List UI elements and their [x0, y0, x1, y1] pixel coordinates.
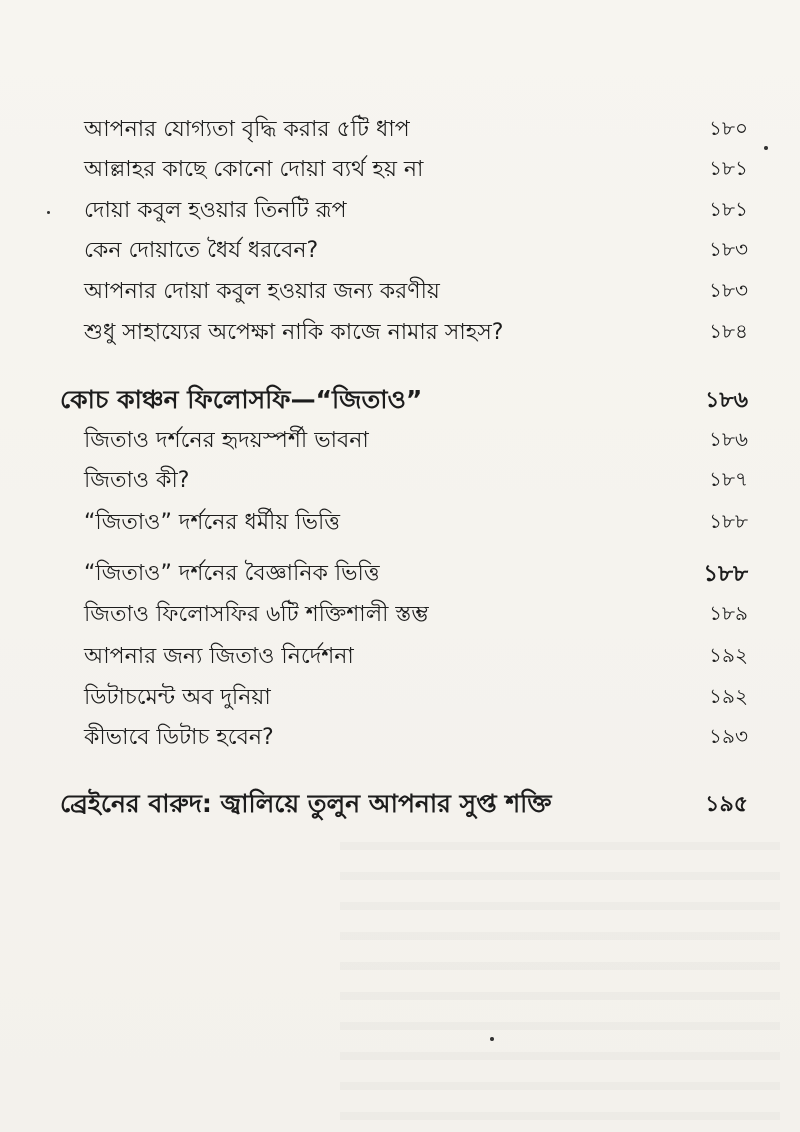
- toc-entry-title: জিতাও কী?: [84, 467, 190, 493]
- toc-entry-title: কীভাবে ডিটাচ হবেন?: [84, 724, 274, 750]
- toc-entry: [0, 231, 800, 271]
- toc-entry-title: দোয়া কবুল হওয়ার তিনটি রূপ: [84, 197, 347, 223]
- toc-entry-title: জিতাও দর্শনের হৃদয়স্পর্শী ভাবনা: [84, 427, 369, 453]
- toc-entry-page: ১৮৩: [709, 236, 748, 261]
- toc-entry-title: “জিতাও” দর্শনের বৈজ্ঞানিক ভিত্তি: [84, 560, 380, 586]
- toc-entry-page: ১৮৯: [709, 600, 748, 625]
- toc-entry-title: আল্লাহর কাছে কোনো দোয়া ব্যর্থ হয় না: [84, 156, 424, 182]
- toc-entry-page: ১৯৩: [709, 723, 748, 748]
- toc-entry: [0, 272, 800, 312]
- toc-entry-page: ১৮৮: [709, 508, 748, 533]
- toc-chapter-title: কোচ কাঞ্চন ফিলোসফি—“জিতাও”: [60, 384, 423, 414]
- toc-entry: [0, 678, 800, 718]
- toc-entry: [0, 461, 800, 501]
- toc-entry: [0, 595, 800, 635]
- toc-chapter-heading: [0, 785, 800, 825]
- toc-entry: [0, 110, 800, 150]
- toc-entry-title: জিতাও ফিলোসফির ৬টি শক্তিশালী স্তম্ভ: [84, 601, 429, 627]
- toc-entry: [0, 637, 800, 677]
- toc-entry-page: ১৮৬: [709, 426, 748, 451]
- toc-entry: [0, 554, 800, 594]
- toc-entry: [0, 718, 800, 758]
- toc-entry-title: “জিতাও” দর্শনের ধর্মীয় ভিত্তি: [84, 509, 340, 535]
- toc-entry-page: ১৯২: [709, 642, 748, 667]
- toc-entry-page: ১৮৭: [709, 466, 748, 491]
- toc-entry-page: ১৮৪: [709, 318, 748, 343]
- toc-entry-title: আপনার যোগ্যতা বৃদ্ধি করার ৫টি ধাপ: [84, 116, 410, 142]
- toc-chapter-heading: [0, 381, 800, 421]
- toc-entry-page: ১৮৮: [703, 560, 748, 587]
- toc-entry: [0, 150, 800, 190]
- toc-entry-page: ১৮০: [709, 115, 748, 140]
- toc-entry-page: ১৮৩: [709, 277, 748, 302]
- toc-entry-title: আপনার দোয়া কবুল হওয়ার জন্য করণীয়: [84, 278, 440, 304]
- toc-entry-title: ডিটাচমেন্ট অব দুনিয়া: [84, 684, 271, 710]
- toc-entry-title: আপনার জন্য জিতাও নির্দেশনা: [84, 643, 354, 669]
- toc-entry: [0, 313, 800, 353]
- toc-chapter-page: ১৯৫: [705, 791, 748, 817]
- toc-chapter-title: ব্রেইনের বারুদ: জ্বালিয়ে তুলুন আপনার সুপ্ত শক্তি: [60, 788, 552, 818]
- toc-entry-page: ১৮১: [709, 196, 748, 221]
- toc-entry: [0, 421, 800, 461]
- toc-entry: [0, 191, 800, 231]
- toc-entry-page: ১৮১: [709, 155, 748, 180]
- toc-entry-title: কেন দোয়াতে ধৈর্য ধরবেন?: [84, 237, 319, 263]
- toc-entry: [0, 503, 800, 543]
- toc-chapter-page: ১৮৬: [705, 387, 748, 413]
- toc-entry-page: ১৯২: [709, 683, 748, 708]
- toc-entry-title: শুধু সাহায্যের অপেক্ষা নাকি কাজে নামার সাহস?: [84, 319, 504, 345]
